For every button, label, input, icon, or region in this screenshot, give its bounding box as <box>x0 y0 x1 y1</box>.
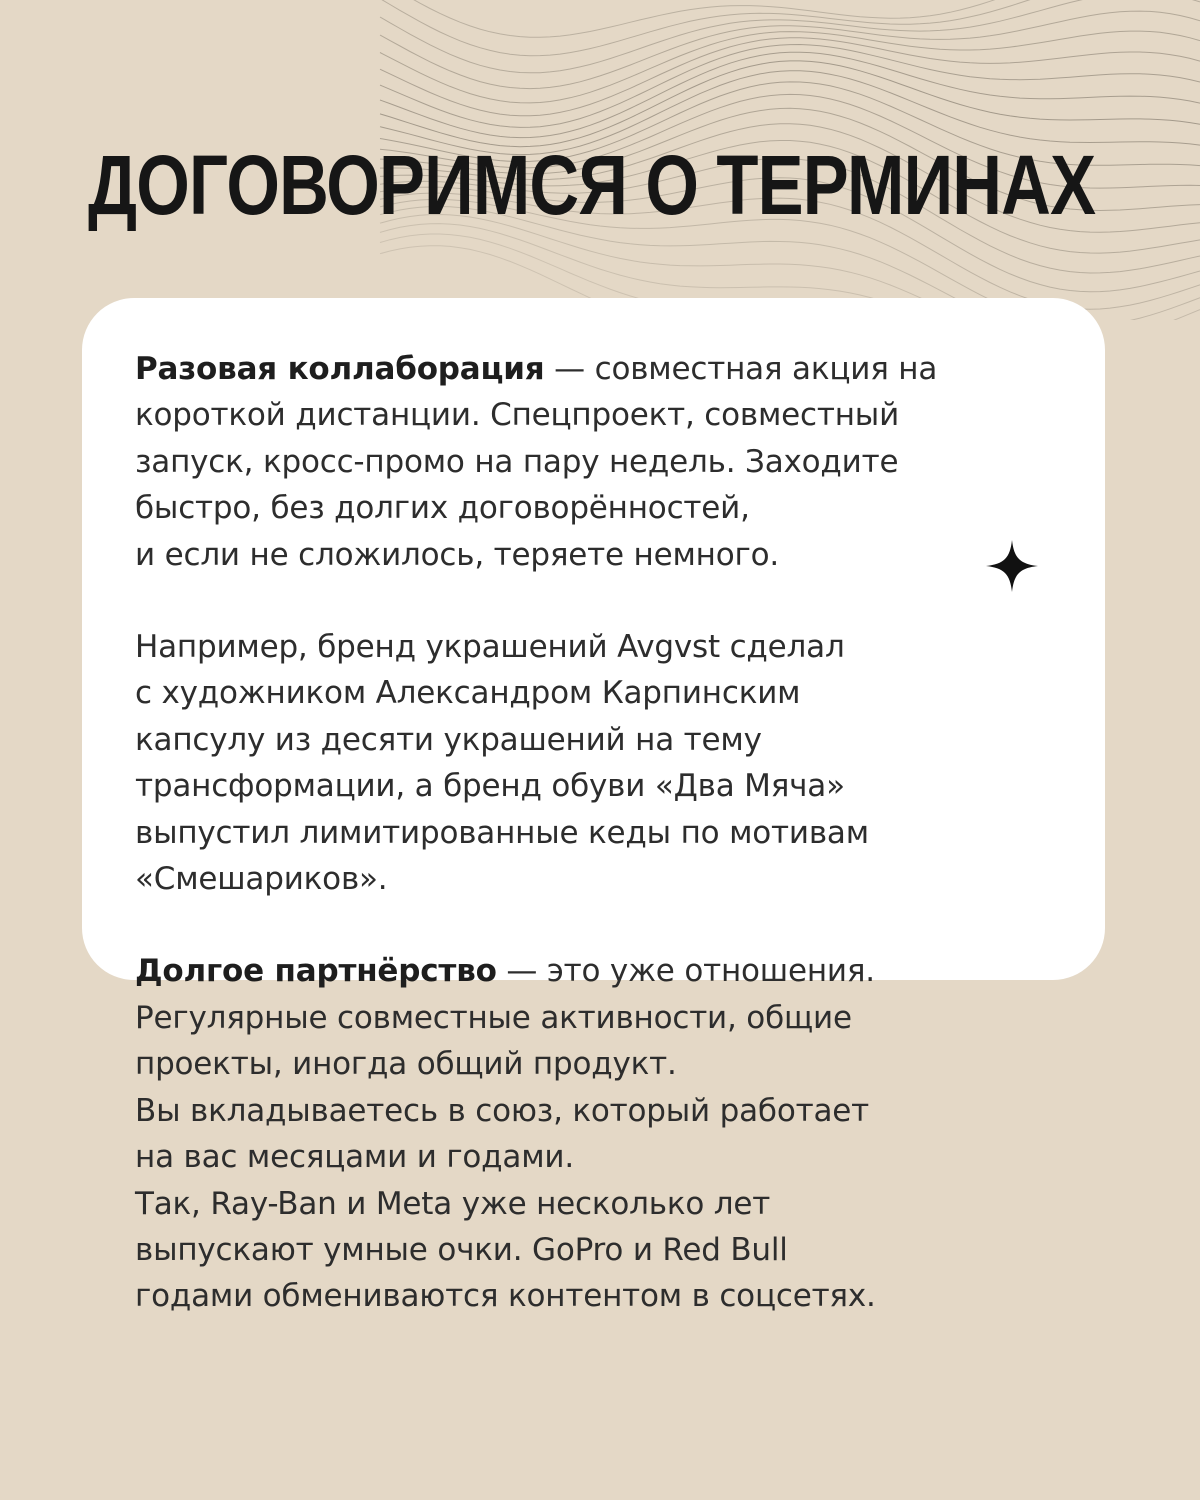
wave-line <box>380 45 1200 128</box>
page-title: ДОГОВОРИМСЯ О ТЕРМИНАХ <box>88 138 1096 232</box>
wave-line <box>380 0 1200 56</box>
paragraph-long-term-partnership <box>135 948 1045 1319</box>
text-line <box>135 948 1045 994</box>
text-line: Например, бренд украшений Avgvst сделал <box>135 629 845 666</box>
text-line: выпускают умные очки. GoPro и Red Bull <box>135 1231 788 1268</box>
text-line: на вас месяцами и годами. <box>135 1139 574 1176</box>
text-line: запуск, кросс-промо на пару недель. Заходите <box>135 443 899 480</box>
paragraph-one-time-collaboration <box>135 346 1045 578</box>
wave-line <box>380 38 1200 116</box>
text-line: Регулярные совместные активности, общие <box>135 999 852 1036</box>
definition-start: — совместная акция на <box>544 351 938 387</box>
text-line: проекты, иногда общий продукт. <box>135 1046 677 1083</box>
text-line: трансформации, а бренд обуви «Два Мяча» <box>135 768 845 805</box>
wave-line <box>380 0 1200 37</box>
text-line: Вы вкладываетесь в союз, который работает <box>135 1092 869 1129</box>
text-line: капсулу из десяти украшений на тему <box>135 721 762 758</box>
definition-start: — это уже отношения. <box>496 953 875 990</box>
text-line: короткой дистанции. Спецпроект, совместный <box>135 397 900 434</box>
text-line: и если не сложилось, теряете немного. <box>135 536 780 573</box>
text-line <box>135 346 1045 392</box>
text-line: «Смешариков». <box>135 861 388 898</box>
paragraph-example <box>135 624 1045 902</box>
wave-line <box>380 31 1200 103</box>
wave-line <box>380 52 1200 137</box>
text-line: с художником Александром Карпинским <box>135 675 801 712</box>
text-line: выпустил лимитированные кеды по мотивам <box>135 814 869 851</box>
wave-line <box>380 11 1200 89</box>
sparkle-icon <box>986 540 1038 592</box>
paragraph-spacer <box>135 902 1045 948</box>
paragraph-spacer <box>135 578 1045 624</box>
text-line: годами обмениваются контентом в соцсетях. <box>135 1278 876 1315</box>
text-line: быстро, без долгих договорённостей, <box>135 490 750 527</box>
term-long-term-partnership: Долгое партнёрство <box>135 953 497 990</box>
term-one-time-collaboration: Разовая коллаборация <box>135 351 545 387</box>
text-line: Так, Ray-Ban и Meta уже несколько лет <box>135 1185 771 1222</box>
wave-line <box>380 0 1200 73</box>
card-text <box>135 346 1045 1320</box>
